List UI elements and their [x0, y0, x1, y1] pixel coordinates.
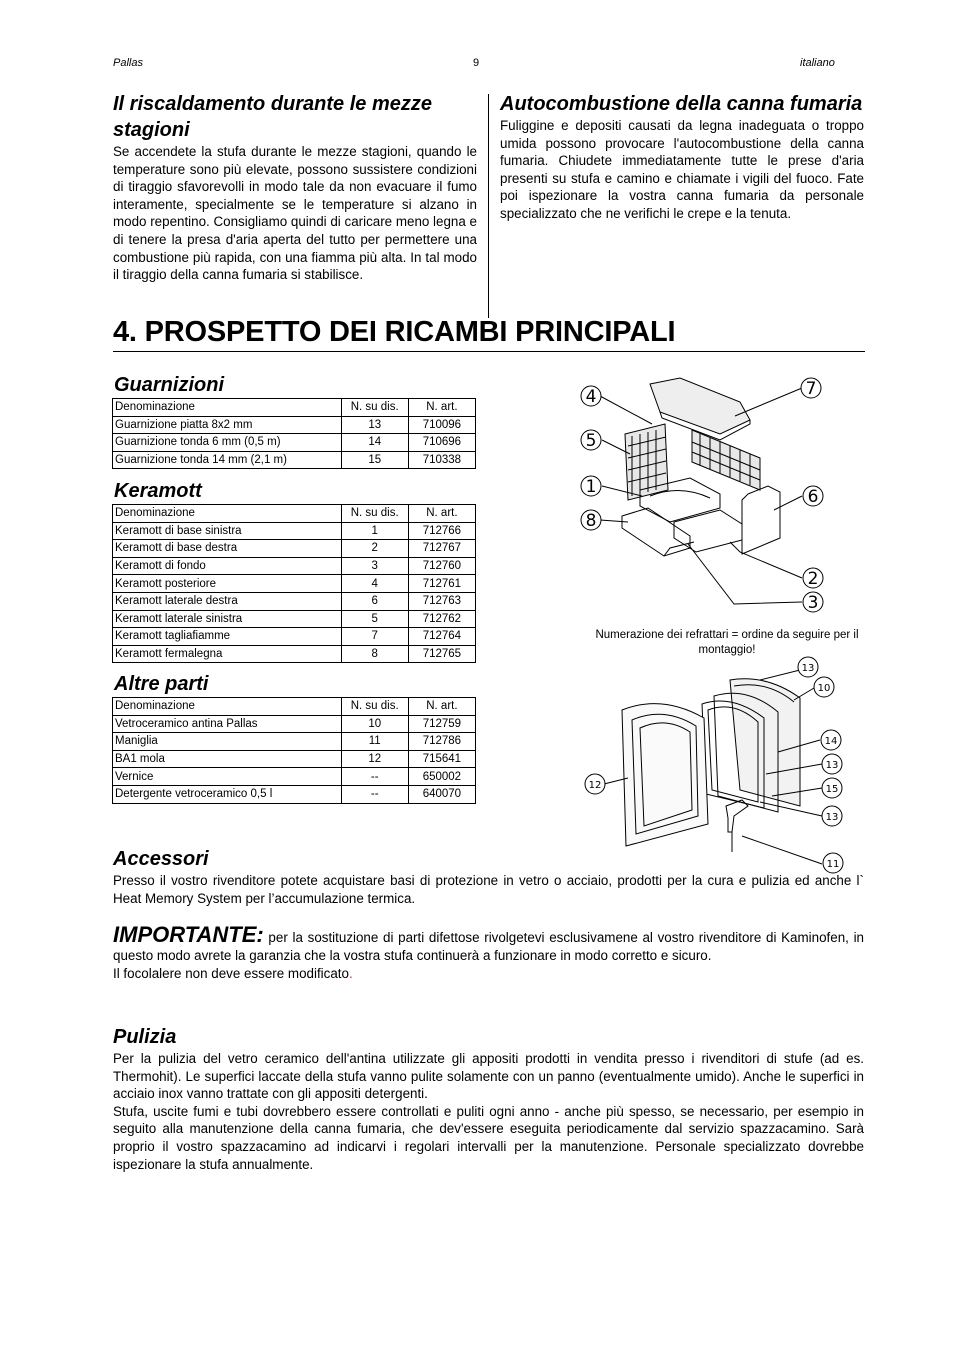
- heading-mid-season: Il riscaldamento durante le mezze stagioni: [113, 93, 432, 141]
- cell-article: 712761: [408, 575, 475, 593]
- cell-drawing: 12: [341, 750, 408, 768]
- cell-name: Keramott di base destra: [113, 540, 342, 558]
- cell-drawing: 7: [341, 628, 408, 646]
- cell-article: 640070: [408, 785, 475, 803]
- cell-drawing: 4: [341, 575, 408, 593]
- cell-drawing: 14: [341, 434, 408, 452]
- cell-article: 710696: [408, 434, 475, 452]
- cell-drawing: 13: [341, 416, 408, 434]
- heading-guarnizioni: Guarnizioni: [114, 374, 224, 396]
- cell-name: Keramott posteriore: [113, 575, 342, 593]
- column-right: [500, 91, 864, 223]
- cell-drawing: 1: [341, 522, 408, 540]
- cell-name: Keramott tagliafiamme: [113, 628, 342, 646]
- paragraph-chimney-fire: Fuliggine e depositi causati da legna inadeguata o troppo umida possono provocare l'autocombustione della canna fumaria. Chiudete immediatamente tutte le prese d'aria presenti su stufa e camino e chiamate i vigili del fuoco. Fate poi ispezionare la vostra canna fumaria da personale specializzato che ne verifichi le crepe e la tenuta.: [500, 118, 864, 221]
- cell-article: 650002: [408, 768, 475, 786]
- cell-article: 712759: [408, 715, 475, 733]
- callout-4: 4: [585, 387, 597, 407]
- focolare-note-dot: .: [348, 966, 353, 981]
- table-row: [113, 610, 476, 628]
- callout-12: 12: [588, 780, 602, 791]
- table-row: [113, 750, 476, 768]
- callout-15: 15: [825, 784, 839, 795]
- paragraph-pulizia-1: Per la pulizia del vetro ceramico dell'antina utilizzate gli appositi prodotti in vendita presso i rivenditori di stufe (ad es. Thermohit). Le superfici laccate della stufa vanno pulite solamente con un panno (eventualmente umido). Anche le superfici in acciaio inox vanno trattate con gli appositi detergenti.: [113, 1051, 864, 1102]
- cell-drawing: 15: [341, 451, 408, 469]
- cell-name: Maniglia: [113, 733, 342, 751]
- section-title: 4. PROSPETTO DEI RICAMBI PRINCIPALI: [113, 316, 676, 348]
- cell-article: 712766: [408, 522, 475, 540]
- callout-13-bottom: 13: [825, 812, 839, 823]
- table-altre-parti: [112, 697, 476, 804]
- table-row: [113, 715, 476, 733]
- col-header-article: N. art.: [408, 698, 475, 716]
- header-right: italiano: [800, 57, 835, 69]
- callout-8: 8: [585, 511, 597, 531]
- cell-drawing: 5: [341, 610, 408, 628]
- cell-article: 712760: [408, 557, 475, 575]
- cell-name: Vetroceramico antina Pallas: [113, 715, 342, 733]
- door-exploded-diagram: [582, 656, 850, 874]
- cell-article: 710096: [408, 416, 475, 434]
- cell-name: Guarnizione tonda 6 mm (0,5 m): [113, 434, 342, 452]
- paragraph-focolare-note: [113, 965, 864, 983]
- diagram-caption: Numerazione dei refrattari = ordine da seguire per il montaggio!: [595, 629, 859, 656]
- callout-6: 6: [807, 487, 819, 507]
- heading-altre-parti: Altre parti: [114, 673, 209, 695]
- header-left: Pallas: [113, 57, 143, 69]
- cell-drawing: 3: [341, 557, 408, 575]
- cell-article: 715641: [408, 750, 475, 768]
- cell-article: 712765: [408, 645, 475, 663]
- focolare-note-text: Il focolalere non deve essere modificato: [113, 966, 349, 981]
- cell-drawing: 11: [341, 733, 408, 751]
- cell-name: Keramott di base sinistra: [113, 522, 342, 540]
- col-header-name: Denominazione: [113, 505, 342, 523]
- cell-name: Guarnizione piatta 8x2 mm: [113, 416, 342, 434]
- table-row: [113, 768, 476, 786]
- paragraph-accessori: Presso il vostro rivenditore potete acquistare basi di protezione in vetro o acciaio, prodotti per la cura e pulizia ed anche l` Heat Memory System per l’accumulazione termica.: [113, 873, 864, 906]
- heading-keramott: Keramott: [114, 480, 202, 502]
- callout-7: 7: [805, 379, 817, 399]
- col-header-name: Denominazione: [113, 698, 342, 716]
- heading-accessori: Accessori: [113, 848, 209, 870]
- cell-drawing: --: [341, 785, 408, 803]
- col-header-drawing: N. su dis.: [341, 505, 408, 523]
- section-importante: [113, 922, 864, 983]
- callout-5: 5: [585, 431, 597, 451]
- table-header-row: [113, 505, 476, 523]
- importante-label: IMPORTANTE:: [113, 922, 264, 947]
- cell-article: 712762: [408, 610, 475, 628]
- table-row: [113, 628, 476, 646]
- cell-article: 712767: [408, 540, 475, 558]
- table-guarnizioni: [112, 398, 476, 469]
- section-pulizia: [113, 1024, 864, 1173]
- callout-11: 11: [826, 859, 840, 870]
- column-left: [113, 91, 477, 284]
- col-header-article: N. art.: [408, 505, 475, 523]
- section-accessori: [113, 846, 864, 907]
- table-row: [113, 733, 476, 751]
- cell-drawing: 2: [341, 540, 408, 558]
- cell-drawing: --: [341, 768, 408, 786]
- callout-13-mid: 13: [825, 760, 839, 771]
- cell-name: Keramott di fondo: [113, 557, 342, 575]
- callout-13-top: 13: [801, 663, 815, 674]
- page-number: 9: [473, 57, 480, 69]
- refractory-exploded-diagram: [570, 372, 830, 622]
- table-row: [113, 416, 476, 434]
- callout-3: 3: [807, 593, 819, 613]
- table-row: [113, 557, 476, 575]
- table-row: [113, 434, 476, 452]
- col-header-drawing: N. su dis.: [341, 698, 408, 716]
- cell-article: 712763: [408, 592, 475, 610]
- paragraph-importante: [113, 922, 864, 965]
- table-header-row: [113, 399, 476, 417]
- cell-name: Guarnizione tonda 14 mm (2,1 m): [113, 451, 342, 469]
- table-row: [113, 592, 476, 610]
- section-rule: [113, 351, 865, 352]
- table-row: [113, 575, 476, 593]
- paragraph-pulizia-2: Stufa, uscite fumi e tubi dovrebbero essere controllati e puliti ogni anno - anche più spesso, se necessario, per esempio in seguito alla manutenzione della canna fumaria, che dev'essere eseguita periodicamente dal servizio spazzacamino. Sarà proprio il vostro spazzacamino ad indicarvi i regolari intervalli per la manutenzione. Personale specializzato dovrebbe ispezionare la stufa annualmente.: [113, 1103, 864, 1172]
- col-header-article: N. art.: [408, 399, 475, 417]
- callout-10: 10: [817, 683, 831, 694]
- col-header-drawing: N. su dis.: [341, 399, 408, 417]
- importante-text: per la sostituzione di parti difettose rivolgetevi esclusivamene al vostro rivenditore di Kaminofen, in questo modo avrete la garanzia che la vostra stufa continuerà a funzionare in modo corretto e sicuro.: [113, 930, 864, 963]
- cell-name: Vernice: [113, 768, 342, 786]
- callout-2: 2: [807, 569, 819, 589]
- heading-chimney-fire: Autocombustione della canna fumaria: [500, 93, 863, 115]
- paragraph-mid-season: Se accendete la stufa durante le mezze stagioni, quando le temperature sono più elevate, possono sussistere condizioni di tiraggio sfavorevolli in modo tale da non evacuare il fumo interamente, specialmente se le temperature si alzano in modo repentino. Consigliamo quindi di caricare meno legna e di tenere la presa d'aria aperta del tutto per permettere una combustione più rapida, con una fiamma più alta. In tal modo il tiraggio della canna fumaria si stabilisce.: [113, 144, 477, 283]
- table-row: [113, 645, 476, 663]
- cell-name: Keramott laterale sinistra: [113, 610, 342, 628]
- table-header-row: [113, 698, 476, 716]
- cell-name: Keramott laterale destra: [113, 592, 342, 610]
- cell-article: 710338: [408, 451, 475, 469]
- table-keramott: [112, 504, 476, 663]
- cell-name: Keramott fermalegna: [113, 645, 342, 663]
- column-divider: [488, 94, 489, 318]
- cell-name: Detergente vetroceramico 0,5 l: [113, 785, 342, 803]
- cell-drawing: 6: [341, 592, 408, 610]
- cell-drawing: 10: [341, 715, 408, 733]
- callout-1: 1: [585, 477, 597, 497]
- table-row: [113, 540, 476, 558]
- table-row: [113, 522, 476, 540]
- cell-article: 712764: [408, 628, 475, 646]
- table-row: [113, 451, 476, 469]
- heading-pulizia: Pulizia: [113, 1026, 177, 1048]
- cell-name: BA1 mola: [113, 750, 342, 768]
- cell-article: 712786: [408, 733, 475, 751]
- col-header-name: Denominazione: [113, 399, 342, 417]
- callout-14: 14: [824, 736, 838, 747]
- cell-drawing: 8: [341, 645, 408, 663]
- table-row: [113, 785, 476, 803]
